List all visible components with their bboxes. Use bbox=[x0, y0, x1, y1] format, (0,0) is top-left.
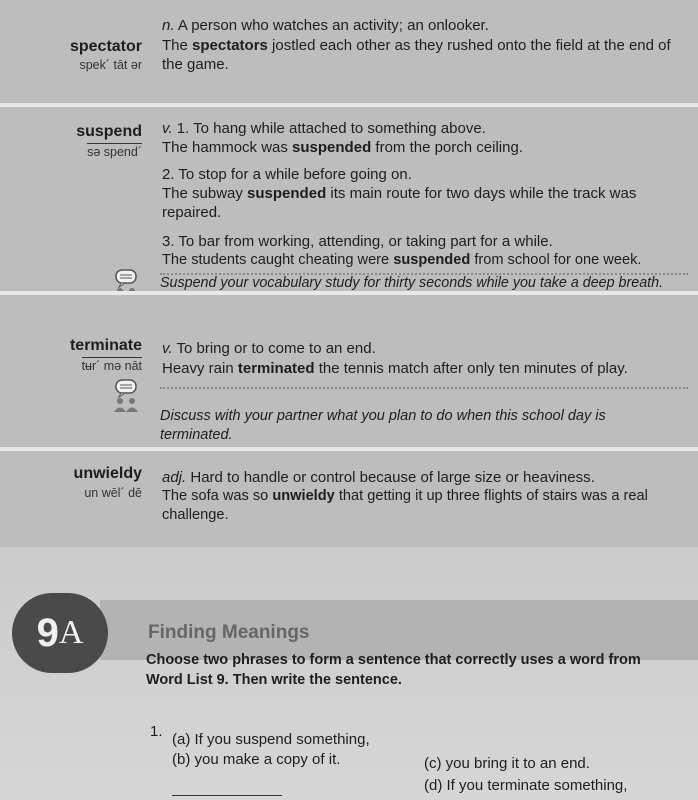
definition-text: A person who watches an activity; an onlooker. bbox=[177, 17, 489, 34]
bold-word: suspended bbox=[247, 185, 327, 202]
pronunciation: spek´ tāt ər bbox=[79, 58, 142, 72]
bold-word: suspended bbox=[292, 139, 372, 156]
bold-word: unwieldy bbox=[272, 488, 335, 504]
entry-terminate bbox=[0, 291, 698, 447]
definition bbox=[162, 339, 687, 358]
example-sentence: The hammock was suspended from the porch ceiling. bbox=[162, 139, 523, 156]
example-sentence: The students caught cheating were suspended from school for one week. bbox=[162, 252, 642, 268]
part-of-speech: adj. bbox=[162, 469, 187, 486]
bold-word: spectators bbox=[192, 37, 268, 54]
discussion-prompt: Discuss with your partner what you plan to do when this school day is terminated. bbox=[160, 408, 606, 443]
answer-line[interactable] bbox=[172, 795, 282, 796]
definition bbox=[162, 16, 687, 35]
discussion-prompt: Suspend your vocabulary study for thirty seconds while you take a deep breath. bbox=[160, 275, 664, 291]
definition-text: Hard to handle or control because of large size or heaviness. bbox=[190, 469, 595, 486]
example-sentence: Heavy rain terminated the tennis match after only ten minutes of play. bbox=[162, 360, 628, 377]
headword: unwieldy bbox=[73, 465, 142, 482]
exercise-badge: 9 A bbox=[12, 593, 108, 673]
definition bbox=[162, 232, 687, 251]
dotted-divider bbox=[160, 387, 688, 389]
definition bbox=[162, 165, 687, 184]
bold-word: suspended bbox=[393, 252, 471, 268]
example-sentence: The subway suspended its main route for two days while the track was repaired. bbox=[162, 185, 637, 221]
definition-text: 3. To bar from working, attending, or taking part for a while. bbox=[162, 233, 553, 250]
pronunciation: tʉr´ mə nāt bbox=[81, 359, 142, 373]
choice-d: (d) If you terminate something, bbox=[424, 777, 628, 794]
discussion-partners-icon bbox=[111, 379, 141, 413]
bold-word: terminated bbox=[237, 360, 315, 377]
entry-suspend bbox=[0, 103, 698, 291]
definition bbox=[162, 119, 687, 138]
definition bbox=[162, 468, 687, 487]
definition-text: 1. To hang while attached to something above. bbox=[176, 120, 486, 137]
item-number: 1. bbox=[150, 723, 163, 740]
example-sentence: The sofa was so unwieldy that getting it up three flights of stairs was a real challenge. bbox=[162, 488, 648, 523]
definition-text: 2. To stop for a while before going on. bbox=[162, 166, 412, 183]
example-sentence: The spectators jostled each other as they rushed onto the field at the end of the game. bbox=[162, 37, 671, 73]
definition-text: To bring or to come to an end. bbox=[176, 340, 376, 357]
headword: terminate bbox=[69, 337, 142, 354]
choice-c: (c) you bring it to an end. bbox=[424, 755, 590, 772]
headword: suspend bbox=[76, 123, 142, 140]
entry-unwieldy bbox=[0, 447, 698, 547]
pronunciation: sə spend´ bbox=[87, 145, 142, 159]
exercise-title: Finding Meanings bbox=[148, 622, 310, 643]
exercise-instructions: Choose two phrases to form a sentence that correctly uses a word from Word List 9. Then write the sentence. bbox=[146, 652, 641, 688]
entry-spectator bbox=[0, 0, 698, 103]
part-of-speech: v. bbox=[162, 120, 173, 137]
choice-b: (b) you make a copy of it. bbox=[172, 751, 341, 768]
part-of-speech: v. bbox=[162, 340, 173, 357]
pronunciation: un wēl´ dē bbox=[84, 486, 142, 500]
choice-a: (a) If you suspend something, bbox=[172, 731, 370, 748]
headword: spectator bbox=[69, 38, 142, 55]
part-of-speech: n. bbox=[162, 17, 175, 34]
